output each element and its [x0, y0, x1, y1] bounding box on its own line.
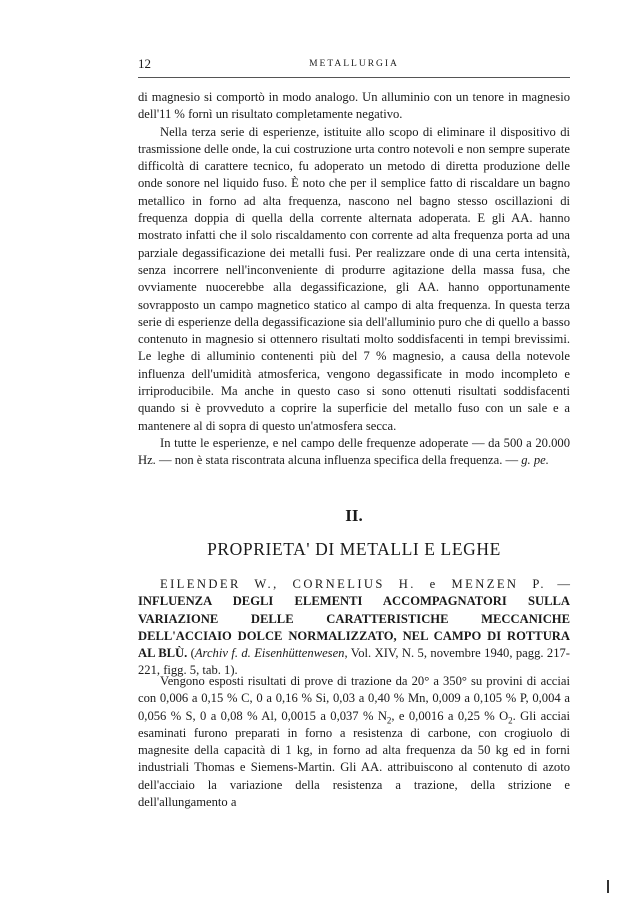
entry-authors: EILENDER W., CORNELIUS H. e MENZEN P.	[160, 577, 546, 591]
entry-dash: —	[545, 577, 570, 591]
section-title: PROPRIETA' DI METALLI E LEGHE	[207, 539, 501, 559]
paragraph-1: di magnesio si comportò in modo analogo. Un alluminio con un tenore in magnesio dell'11 % fornì un risultato completamente negativo.	[138, 90, 570, 122]
section2-paragraph-1	[138, 673, 570, 811]
s2p1-part-b: , e 0,0016 a 0,25 % O	[391, 708, 509, 723]
s2p1-part-c: . Gli acciai esaminati furono preparati in forno a resistenza di carbone, con crogiuolo di magnesite della capacità di 1 kg, in forno ad alta frequenza da 50 kg ed in forni industriali Thomas e Siemens-Martin. Gli AA. attribuiscono al contenuto di azoto dell'acciaio la variazione della resistenza a trazione, della strizione e dell'allungamento a	[138, 708, 570, 810]
section1-text	[138, 89, 570, 470]
entry-journal: Archiv f. d. Eisenhüttenwesen	[194, 646, 345, 661]
page-header	[138, 56, 570, 76]
s2p1-part-a: Vengono esposti risultati di prove di trazione da 20° a 350° su provini di acciai con 0,006 a 0,15 % C, 0 a 0,16 % Si, 0,03 a 0,40 % Mn, 0,009 a 0,105 % P, 0,004 a 0,056 % S, 0 a 0,08 % Al, 0,0015 a 0,037 % N	[138, 674, 570, 723]
section-number: II.	[345, 506, 363, 525]
section2-text	[138, 673, 570, 811]
entry-source-open: (	[187, 646, 195, 661]
page-number: 12	[138, 56, 151, 71]
paragraph-3-signature: g. pe.	[521, 453, 549, 468]
paragraph-3	[138, 435, 570, 470]
entry-paragraph	[138, 576, 570, 680]
s2p1-sub-o2: 2	[508, 715, 513, 726]
s2p1-sub-n2: 2	[386, 715, 392, 726]
bibliographic-entry	[138, 576, 570, 680]
running-title: METALLURGIA	[309, 59, 399, 69]
paragraph-2: Nella terza serie di esperienze, istituite allo scopo di eliminare il dispositivo di trasmissione delle onde, la cui costruzione urta contro notevoli e non sempre superate difficoltà di carattere tecnico, fu adoperato un metodo di diretta produzione delle onde sonore nel liquido fuso. È noto che per il semplice fatto di riscaldare un bagno metallico in forno ad alta frequenza, nascono nel bagno stesso oscillazioni di frequenza doppia di quella della corrente alternata adoperata. E gli AA. hanno mostrato infatti che il solo riscaldamento con corrente ad alta frequenza porta ad una parziale degassificazione dei metalli fusi. Per realizzare onde di una certa intensità, senza incorrere nell'inconveniente di produrre agitazione della massa fusa, che ovviamente nuocerebbe alla degassificazione, gli AA. hanno opportunamente sovrapposto un campo magnetico statico al campo di alta frequenza. In questa terza serie di esperienze della degassificazione sia dell'alluminio puro che di quello a basso contenuto in magnesio si ottennero risultati molto soddisfacenti in tempi brevissimi. Le leghe di alluminio contenenti più del 7 % magnesio, a causa della notevole influenza dell'umidità atmosferica, vengono degassificate in modo incompleto e irriproducibile. Ma anche in questo caso si sono ottenuti risultati soddisfacenti quando si è provveduto a coprire la superficie del metallo fuso con un sale e a mantenere al di sopra di questo un'atmosfera secca.	[138, 124, 570, 433]
header-rule	[138, 77, 570, 78]
paragraph-3-text: In tutte le esperienze, e nel campo delle frequenze adoperate — da 500 a 20.000 Hz. — non è stata riscontrata alcuna influenza specifica della frequenza. —	[138, 435, 570, 468]
entry-source-details: , Vol. XIV, N. 5, novembre 1940, pagg. 217-221, figg. 5, tab. 1).	[138, 646, 570, 678]
scan-edge-mark	[607, 880, 609, 893]
entry-title: INFLUENZA DEGLI ELEMENTI ACCOMPAGNATORI SULLA VARIAZIONE DELLE CARATTERISTICHE MECCANICHE DELL'ACCIAIO DOLCE NORMALIZZATO, NEL CAMPO DI ROTTURA AL BLÙ.	[138, 594, 570, 661]
